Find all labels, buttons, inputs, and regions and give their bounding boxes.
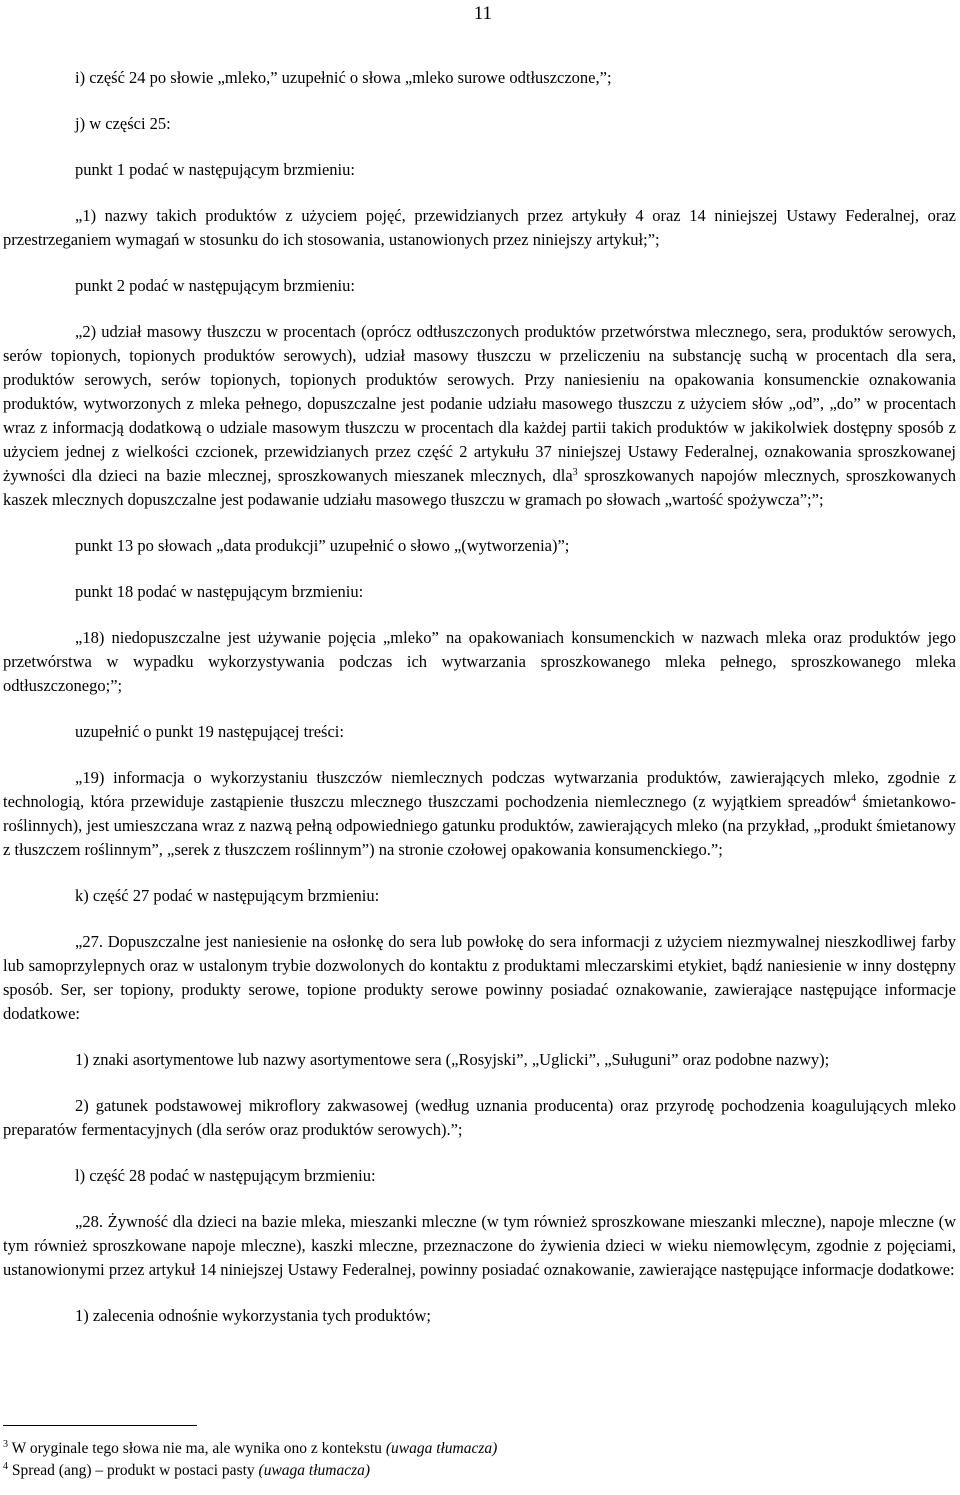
paragraph-part-28: „28. Żywność dla dzieci na bazie mleka, mieszanki mleczne (w tym również sproszkowane mieszanki mleczne), napoje mleczne (w tym również sproszkowane napoje mleczne), kaszki mleczne, przeznaczone do żywienia dzieci w wieku niemowlęcym, zgodnie z pojęciami, ustanowionymi przez artykuł 14 niniejszej Ustawy Federalnej, powinny posiadać oznakowanie, zawierające następujące informacje dodatkowe: [3,1212,956,1279]
paragraph-point-1: „1) nazwy takich produktów z użyciem pojęć, przewidzianych przez artykuły 4 oraz 14 niniejszej Ustawy Federalnej, oraz przestrzeganiem wymagań w stosunku do ich stosowania, ustanowionych przez niniejszy artykuł;”; [3,206,956,249]
footnote-4 [3,1460,956,1482]
page-number: 11 [473,3,492,24]
paragraph-k: k) część 27 podać w następującym brzmieniu: [75,886,380,905]
footnote-text: Spread (ang) – produkt w postaci pasty [8,1462,259,1479]
footnote-note: (uwaga tłumacza) [258,1462,371,1479]
footnotes [3,1425,956,1482]
paragraph-part-27-item-2: 2) gatunek podstawowej mikroflory zakwasowej (według uznania producenta) oraz przyrodę pochodzenia koagulujących mleko preparatów fermentacyjnych (dla serów oraz produktów serowych).”; [3,1096,956,1139]
paragraph-part-27: „27. Dopuszczalne jest naniesienie na osłonkę do sera lub powłokę do sera informacji z użyciem niezmywalnej nieszkodliwej farby lub samoprzylepnych oraz w ustalonym trybie dozwolonych do kontaktu z produktami mleczarskimi etykiet, bądź naniesienie w inny dostępny sposób. Ser, ser topiony, produkty serowe, topione produkty serowe powinny posiadać oznakowanie, zawierające następujące informacje dodatkowe: [3,932,956,1023]
paragraph-point-2-intro: punkt 2 podać w następującym brzmieniu: [75,276,355,295]
paragraph-point-19-text: „19) informacja o wykorzystaniu tłuszczów niemlecznych podczas wytwarzania produktów, zawierających mleko, zgodnie z technologią, która przewiduje zastąpienie tłuszczu mlecznego tłuszczami pochodzenia niemlecznego (z wyjątkiem spreadów [3,768,956,811]
paragraph-point-18-intro: punkt 18 podać w następującym brzmieniu: [75,582,364,601]
footnote-separator [3,1425,197,1426]
footnote-mark: 3 [3,1439,8,1450]
paragraph-point-13: punkt 13 po słowach „data produkcji” uzupełnić o słowo „(wytworzenia)”; [75,536,570,555]
paragraph-point-18: „18) niedopuszczalne jest używanie pojęcia „mleko” na opakowaniach konsumenckich w nazwach mleka oraz produktów jego przetwórstwa w wypadku wykorzystywania podczas ich wytwarzania sproszkowanego mleka pełnego, sproszkowanego mleka odtłuszczonego;”; [3,628,956,695]
paragraph-point-2 [3,320,956,512]
footnote-ref-3: 3 [572,467,578,478]
paragraph-point-2-text: „2) udział masowy tłuszczu w procentach (oprócz odtłuszczonych produktów przetwórstwa mlecznego, sera, produktów serowych, serów topionych, topionych produktów serowych), udział masowy tłuszczu w przeliczeniu na substancję suchą w procentach dla sera, produktów serowych, serów topionych, topionych produktów serowych. Przy naniesieniu na opakowania konsumenckie oznakowania produktów, wytworzonych z mleka pełnego, dopuszczalne jest podanie udziału masowego tłuszczu z użyciem słów „od”, „do” w procentach wraz z informacją dodatkową o udziale masowym tłuszczu w procentach dla każdej partii takich produktów w jakikolwiek dostępny sposób z użyciem jednej z wielkości czcionek, przewidzianych przez część 2 artykułu 37 niniejszej Ustawy Federalnej, oznakowania sproszkowanej żywności dla dzieci na bazie mlecznej, sproszkowanych mieszanek mlecznych, dla [3,322,956,485]
footnote-ref-4: 4 [851,793,857,804]
paragraph-l: l) część 28 podać w następującym brzmieniu: [75,1166,376,1185]
paragraph-point-19-text-after: śmietankowo-roślinnych), jest umieszczana wraz z nazwą pełną odpowiedniego gatunku produktów, zawierających mleko (na przykład, „produkt śmietanowy z tłuszczem roślinnym”, „serek z tłuszczem roślinnym”) na stronie czołowej opakowania konsumenckiego.”; [3,792,956,859]
paragraph-point-19 [3,766,956,862]
paragraph-point-1-intro: punkt 1 podać w następującym brzmieniu: [75,160,355,179]
footnote-text: W oryginale tego słowa nie ma, ale wynika ono z kontekstu [8,1440,386,1457]
paragraph-part-27-item-1: 1) znaki asortymentowe lub nazwy asortymentowe sera („Rosyjski”, „Uglicki”, „Suługuni” oraz podobne nazwy); [75,1050,830,1069]
paragraph-i: i) część 24 po słowie „mleko,” uzupełnić o słowa „mleko surowe odtłuszczone,”; [75,68,612,87]
footnote-note: (uwaga tłumacza) [385,1440,498,1457]
paragraph-point-19-intro: uzupełnić o punkt 19 następującej treści: [75,722,344,741]
paragraph-point-2-text-after: sproszkowanych napojów mlecznych, sproszkowanych kaszek mlecznych dopuszczalne jest podawanie udziału masowego tłuszczu w gramach po słowach „wartość spożywcza”;”; [3,466,956,509]
paragraph-part-28-item-1: 1) zalecenia odnośnie wykorzystania tych produktów; [75,1306,432,1325]
footnote-3 [3,1438,956,1460]
footnote-mark: 4 [3,1461,8,1472]
document-body [3,66,956,1328]
paragraph-j: j) w części 25: [75,114,171,133]
